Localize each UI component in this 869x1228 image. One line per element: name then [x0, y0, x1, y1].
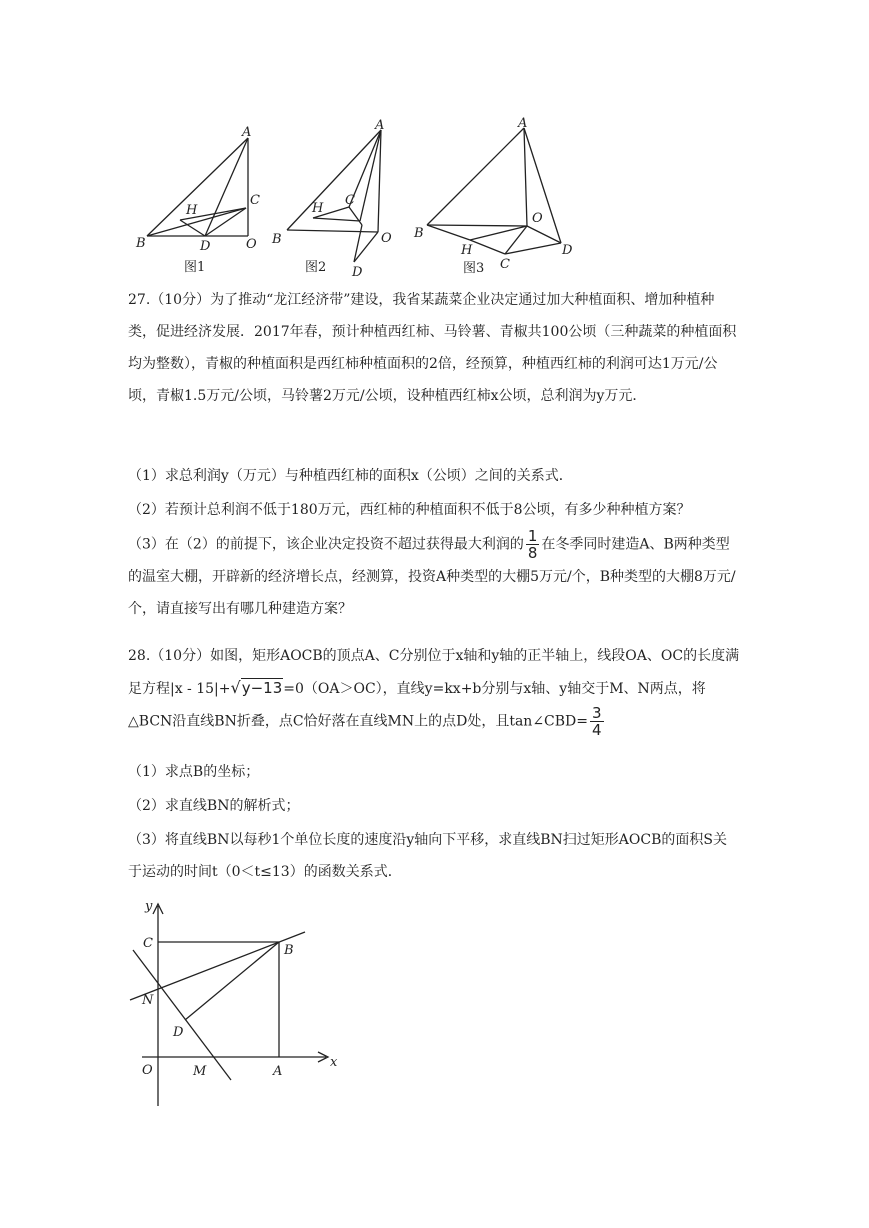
fig2-caption: 图2	[305, 260, 327, 275]
q28-tan-den: 4	[592, 721, 602, 739]
figure-1	[130, 120, 270, 280]
q28-part3: （3）将直线BN以每秒1个单位长度的速度沿y轴向下平移，求直线BN扫过矩形AOCB的面积S关于运动的时间t（0＜t≤13）的函数关系式．	[128, 832, 727, 880]
fig1-label-o: O	[246, 237, 257, 252]
fig2-label-a: A	[375, 118, 385, 133]
q27-stem: 27.（10分）为了推动“龙江经济带”建设，我省某蔬菜企业决定通过加大种植面积、增加种植种类，促进经济发展．2017年春，预计种植西红柿、马铃薯、青椒共100公顷（三种蔬菜的种植面积均为整数），青椒的种植面积是西红柿种植面积的2倍，经预算，种植西红柿的利润可达1万元/公顷，青椒1.5万元/公顷，马铃薯2万元/公顷，设种植西红柿x公顷，总利润为y万元．	[128, 292, 737, 404]
fig1-label-d: D	[200, 239, 211, 254]
q27-fraction	[526, 528, 540, 561]
q28-stem-a: 28.（10分）如图，矩形AOCB的顶点A、C分别位于x轴和y轴的正半轴上，线段OA、OC的长度满足方程|x - 15|+	[128, 648, 740, 697]
coord-label-o: O	[142, 1063, 153, 1078]
coord-label-b: B	[284, 943, 294, 958]
fig3-label-h: H	[461, 243, 473, 258]
q27-fraction-num: 1	[527, 527, 538, 545]
fig3-label-a: A	[518, 116, 528, 131]
fig2-label-b: B	[272, 232, 282, 247]
fig2-label-o: O	[381, 231, 392, 246]
q27-part2: （2）若预计总利润不低于180万元，西红柿的种植面积不低于8公顷，有多少种种植方案？	[128, 502, 691, 518]
q28-tan-num: 3	[592, 704, 602, 722]
fig1-label-c: C	[250, 193, 260, 208]
q27-part3-text-a: （3）在（2）的前提下，该企业决定投资不超过获得最大利润的	[128, 536, 524, 553]
coord-label-y: y	[145, 899, 153, 914]
fig2-label-c: C	[345, 193, 355, 208]
figure-2	[265, 115, 405, 280]
q27-part3-text-b: 在冬季同时建造A、B两种类型的温室大棚，开辟新的经济增长点，经测算，投资A种类型的大棚5万元/个，B种类型的大棚8万元/个，请直接写出有哪几种建造方案？	[128, 536, 736, 617]
q28-sqrt: √y−13	[230, 678, 283, 697]
q28-sqrt-body: y−13	[241, 679, 283, 697]
fig3-label-b: B	[414, 226, 424, 241]
coord-label-c: C	[143, 936, 153, 951]
q28-part1: （1）求点B的坐标；	[128, 764, 260, 780]
figure-3	[410, 110, 585, 280]
q27-fraction-den: 8	[527, 544, 538, 562]
q28-stem-b: =0（OA＞OC），直线y=kx+b分别与x轴、y轴交于M、N两点，将△BCN沿直线BN折叠，点C恰好落在直线MN上的点D处，且tan∠CBD=	[128, 681, 706, 730]
fig1-label-h: H	[186, 203, 198, 218]
coord-label-d: D	[173, 1025, 184, 1040]
q27-part3	[128, 528, 740, 625]
q27-part1: （1）求总利润y（万元）与种植西红柿的面积x（公顷）之间的关系式．	[128, 468, 573, 484]
fig2-label-h: H	[312, 201, 324, 216]
fig1-label-b: B	[136, 236, 146, 251]
fig3-label-d: D	[562, 243, 573, 258]
fig1-caption: 图1	[184, 260, 206, 275]
fig3-caption: 图3	[463, 261, 485, 276]
fig3-label-o: O	[532, 211, 543, 226]
coord-label-n: N	[142, 993, 154, 1008]
fig3-label-c: C	[500, 257, 510, 272]
fig1-label-a: A	[242, 125, 252, 140]
coord-label-a: A	[273, 1064, 283, 1079]
coord-label-m: M	[193, 1064, 207, 1079]
coord-label-x: x	[330, 1055, 338, 1070]
q28-tan-fraction	[590, 705, 604, 738]
figure-coordinate	[125, 890, 345, 1115]
q28-stem	[128, 640, 740, 738]
q28-part2: （2）求直线BN的解析式；	[128, 798, 300, 814]
fig2-label-d: D	[352, 265, 363, 280]
